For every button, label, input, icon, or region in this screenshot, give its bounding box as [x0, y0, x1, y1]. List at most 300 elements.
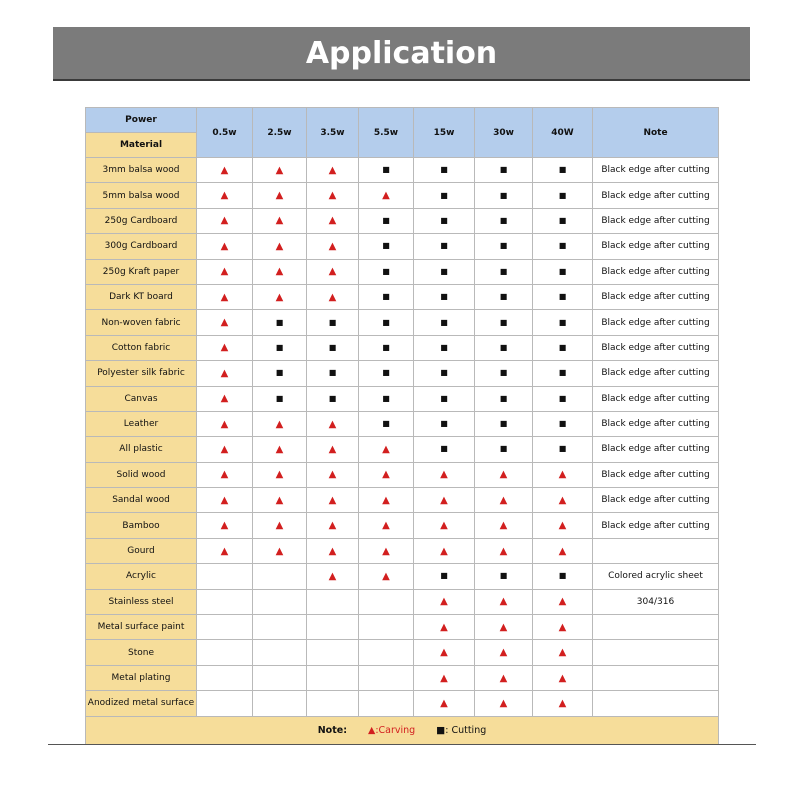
mark-cell: [307, 488, 359, 513]
cutting-square-icon: ■: [499, 393, 508, 403]
cutting-square-icon: ■: [275, 342, 284, 352]
mark-cell: [253, 183, 307, 208]
mark-cell: [253, 361, 307, 386]
mark-cell: [414, 208, 475, 233]
cutting-square-icon: ■: [558, 342, 567, 352]
carving-triangle-icon: ▲: [558, 647, 567, 659]
mark-cell: [414, 183, 475, 208]
mark-cell: [359, 361, 414, 386]
carving-triangle-icon: ▲: [220, 367, 229, 379]
mark-cell: [414, 310, 475, 335]
carving-triangle-icon: ▲: [558, 494, 567, 506]
cutting-square-icon: ■: [499, 165, 508, 175]
mark-cell: [253, 488, 307, 513]
mark-cell: [475, 208, 533, 233]
mark-cell: [197, 564, 253, 589]
mark-cell: [533, 208, 593, 233]
mark-cell: [307, 335, 359, 360]
cutting-square-icon: ■: [499, 571, 508, 581]
mark-cell: [307, 284, 359, 309]
note-cell: Black edge after cutting: [593, 386, 719, 411]
mark-cell: [414, 234, 475, 259]
table-row: [86, 513, 719, 538]
cutting-square-icon: ■: [558, 317, 567, 327]
header-material: Material: [86, 133, 197, 158]
mark-cell: [359, 310, 414, 335]
cutting-square-icon: ■: [558, 266, 567, 276]
carving-triangle-icon: ▲: [328, 240, 337, 252]
note-cell: Black edge after cutting: [593, 158, 719, 183]
material-cell: Cotton fabric: [86, 335, 197, 360]
carving-triangle-icon: ▲: [328, 570, 337, 582]
carving-triangle-icon: ▲: [220, 266, 229, 278]
carving-triangle-icon: ▲: [558, 545, 567, 557]
mark-cell: [197, 640, 253, 665]
material-cell: 3mm balsa wood: [86, 158, 197, 183]
carving-triangle-icon: ▲: [220, 215, 229, 227]
carving-triangle-icon: ▲: [328, 164, 337, 176]
table-row: [86, 411, 719, 436]
cutting-square-icon: ■: [275, 368, 284, 378]
mark-cell: [414, 691, 475, 716]
mark-cell: [197, 234, 253, 259]
material-cell: Metal surface paint: [86, 615, 197, 640]
carving-triangle-icon: ▲: [440, 494, 448, 506]
carving-triangle-icon: ▲: [275, 240, 284, 252]
material-cell: Metal plating: [86, 665, 197, 690]
cutting-square-icon: ■: [440, 368, 448, 378]
carving-triangle-icon: ▲: [328, 190, 337, 202]
mark-cell: [475, 183, 533, 208]
mark-cell: [414, 665, 475, 690]
carving-triangle-icon: ▲: [275, 190, 284, 202]
carving-triangle-icon: ▲: [275, 520, 284, 532]
mark-cell: [475, 411, 533, 436]
header-power-2: 3.5w: [307, 108, 359, 158]
carving-triangle-icon: ▲: [328, 215, 337, 227]
note-cell: Black edge after cutting: [593, 488, 719, 513]
cutting-square-icon: ■: [499, 444, 508, 454]
note-cell: Black edge after cutting: [593, 208, 719, 233]
material-cell: Canvas: [86, 386, 197, 411]
mark-cell: [359, 208, 414, 233]
mark-cell: [253, 665, 307, 690]
note-cell: Colored acrylic sheet: [593, 564, 719, 589]
cutting-square-icon: ■: [558, 241, 567, 251]
cutting-square-icon: ■: [382, 266, 390, 276]
carving-triangle-icon: ▲: [440, 647, 448, 659]
carving-triangle-icon: ▲: [328, 494, 337, 506]
carving-triangle-icon: ▲: [220, 164, 229, 176]
legend-row: [86, 716, 719, 744]
mark-cell: [307, 564, 359, 589]
material-cell: 250g Kraft paper: [86, 259, 197, 284]
header-power-4: 15w: [414, 108, 475, 158]
mark-cell: [307, 615, 359, 640]
mark-cell: [197, 589, 253, 614]
material-cell: Dark KT board: [86, 284, 197, 309]
mark-cell: [475, 564, 533, 589]
carving-triangle-icon: ▲: [328, 545, 337, 557]
cutting-square-icon: ■: [440, 393, 448, 403]
mark-cell: [197, 538, 253, 563]
mark-cell: [359, 284, 414, 309]
carving-triangle-icon: ▲: [440, 621, 448, 633]
carving-triangle-icon: ▲: [275, 545, 284, 557]
cutting-square-icon: ■: [440, 444, 448, 454]
mark-cell: [359, 665, 414, 690]
mark-cell: [253, 335, 307, 360]
cutting-square-icon: ■: [440, 215, 448, 225]
mark-cell: [475, 335, 533, 360]
cutting-square-icon: ■: [382, 342, 390, 352]
mark-cell: [197, 361, 253, 386]
mark-cell: [307, 589, 359, 614]
table-row: [86, 462, 719, 487]
mark-cell: [475, 437, 533, 462]
carving-triangle-icon: ▲: [499, 697, 508, 709]
mark-cell: [533, 538, 593, 563]
mark-cell: [359, 335, 414, 360]
table-row: [86, 437, 719, 462]
cutting-square-icon: ■: [499, 266, 508, 276]
cutting-square-icon: ■: [382, 368, 390, 378]
cutting-square-icon: ■: [558, 393, 567, 403]
carving-triangle-icon: ▲: [440, 697, 448, 709]
table-row: [86, 208, 719, 233]
mark-cell: [533, 310, 593, 335]
mark-cell: [475, 158, 533, 183]
carving-triangle-icon: ▲: [220, 240, 229, 252]
cutting-square-icon: ■: [440, 292, 448, 302]
cutting-square-icon: ■: [328, 393, 337, 403]
cutting-square-icon: ■: [440, 165, 448, 175]
mark-cell: [253, 386, 307, 411]
title-banner: [53, 27, 750, 79]
legend-carving: ▲:Carving: [368, 724, 416, 736]
mark-cell: [307, 158, 359, 183]
cutting-square-icon: ■: [558, 190, 567, 200]
mark-cell: [359, 564, 414, 589]
cutting-square-icon: ■: [275, 393, 284, 403]
material-cell: Acrylic: [86, 564, 197, 589]
cutting-square-icon: ■: [558, 419, 567, 429]
mark-cell: [475, 259, 533, 284]
header-power-1: 2.5w: [253, 108, 307, 158]
mark-cell: [253, 158, 307, 183]
mark-cell: [475, 284, 533, 309]
carving-triangle-icon: ▲: [220, 190, 229, 202]
note-cell: Black edge after cutting: [593, 361, 719, 386]
carving-triangle-icon: ▲: [499, 520, 508, 532]
mark-cell: [414, 158, 475, 183]
cutting-square-icon: ■: [382, 165, 390, 175]
table-row: [86, 615, 719, 640]
mark-cell: [307, 208, 359, 233]
note-cell: 304/316: [593, 589, 719, 614]
carving-triangle-icon: ▲: [558, 672, 567, 684]
mark-cell: [533, 665, 593, 690]
mark-cell: [253, 234, 307, 259]
mark-cell: [359, 437, 414, 462]
note-cell: Black edge after cutting: [593, 284, 719, 309]
cutting-square-icon: ■: [440, 342, 448, 352]
mark-cell: [307, 538, 359, 563]
mark-cell: [359, 513, 414, 538]
carving-triangle-icon: ▲: [382, 545, 390, 557]
cutting-square-icon: ■: [440, 190, 448, 200]
bottom-divider: [48, 744, 756, 745]
cutting-square-icon: ■: [382, 393, 390, 403]
cutting-square-icon: ■: [499, 292, 508, 302]
mark-cell: [414, 513, 475, 538]
mark-cell: [307, 640, 359, 665]
carving-triangle-icon: ▲: [275, 469, 284, 481]
note-cell: Black edge after cutting: [593, 259, 719, 284]
mark-cell: [533, 640, 593, 665]
carving-triangle-icon: ▲: [382, 443, 390, 455]
cutting-square-icon: ■: [328, 368, 337, 378]
carving-triangle-icon: ▲: [328, 520, 337, 532]
mark-cell: [414, 259, 475, 284]
table-row: [86, 488, 719, 513]
table-row: [86, 589, 719, 614]
cutting-square-icon: ■: [499, 419, 508, 429]
mark-cell: [475, 386, 533, 411]
cutting-square-icon: ■: [440, 419, 448, 429]
carving-triangle-icon: ▲: [220, 443, 229, 455]
carving-triangle-icon: ▲: [440, 545, 448, 557]
note-cell: Black edge after cutting: [593, 462, 719, 487]
carving-triangle-icon: ▲: [328, 291, 337, 303]
table-row: [86, 335, 719, 360]
mark-cell: [475, 488, 533, 513]
mark-cell: [307, 513, 359, 538]
mark-cell: [307, 462, 359, 487]
cutting-square-icon: ■: [499, 190, 508, 200]
carving-triangle-icon: ▲: [220, 291, 229, 303]
mark-cell: [253, 615, 307, 640]
mark-cell: [197, 437, 253, 462]
carving-triangle-icon: ▲: [499, 596, 508, 608]
note-cell: Black edge after cutting: [593, 310, 719, 335]
material-cell: Leather: [86, 411, 197, 436]
mark-cell: [197, 183, 253, 208]
cutting-square-icon: ■: [275, 317, 284, 327]
material-cell: Gourd: [86, 538, 197, 563]
mark-cell: [253, 513, 307, 538]
table-row: [86, 234, 719, 259]
header-power-3: 5.5w: [359, 108, 414, 158]
mark-cell: [253, 437, 307, 462]
mark-cell: [253, 208, 307, 233]
legend-cutting: ■: Cutting: [436, 724, 487, 736]
material-cell: Stainless steel: [86, 589, 197, 614]
mark-cell: [359, 589, 414, 614]
mark-cell: [533, 615, 593, 640]
mark-cell: [197, 158, 253, 183]
mark-cell: [307, 437, 359, 462]
carving-triangle-icon: ▲: [499, 647, 508, 659]
mark-cell: [414, 462, 475, 487]
carving-triangle-icon: ▲: [328, 266, 337, 278]
mark-cell: [307, 665, 359, 690]
carving-triangle-icon: ▲: [220, 418, 229, 430]
mark-cell: [533, 462, 593, 487]
carving-triangle-icon: ▲: [558, 520, 567, 532]
mark-cell: [475, 640, 533, 665]
mark-cell: [414, 361, 475, 386]
mark-cell: [359, 386, 414, 411]
carving-triangle-icon: ▲: [499, 469, 508, 481]
mark-cell: [533, 259, 593, 284]
carving-triangle-icon: ▲: [275, 494, 284, 506]
carving-triangle-icon: ▲: [275, 418, 284, 430]
mark-cell: [533, 234, 593, 259]
carving-triangle-icon: ▲: [558, 469, 567, 481]
cutting-square-icon: ■: [558, 368, 567, 378]
table-row: [86, 538, 719, 563]
mark-cell: [533, 386, 593, 411]
mark-cell: [359, 411, 414, 436]
mark-cell: [359, 183, 414, 208]
application-table: [85, 107, 719, 745]
mark-cell: [414, 488, 475, 513]
mark-cell: [253, 462, 307, 487]
cutting-square-icon: ■: [499, 368, 508, 378]
mark-cell: [359, 488, 414, 513]
carving-triangle-icon: ▲: [382, 570, 390, 582]
table-row: [86, 158, 719, 183]
table-row: [86, 691, 719, 716]
material-cell: Bamboo: [86, 513, 197, 538]
cutting-square-icon: ■: [382, 215, 390, 225]
mark-cell: [533, 488, 593, 513]
mark-cell: [414, 538, 475, 563]
table-row: [86, 564, 719, 589]
legend-note-label: Note:: [317, 724, 347, 736]
mark-cell: [414, 284, 475, 309]
mark-cell: [359, 158, 414, 183]
carving-triangle-icon: ▲: [499, 621, 508, 633]
note-cell: [593, 691, 719, 716]
mark-cell: [197, 411, 253, 436]
header-power: Power: [86, 108, 197, 133]
mark-cell: [307, 183, 359, 208]
mark-cell: [475, 361, 533, 386]
mark-cell: [197, 513, 253, 538]
mark-cell: [197, 335, 253, 360]
mark-cell: [307, 411, 359, 436]
mark-cell: [197, 259, 253, 284]
carving-triangle-icon: ▲: [275, 443, 284, 455]
material-cell: Sandal wood: [86, 488, 197, 513]
table-row: [86, 183, 719, 208]
mark-cell: [359, 640, 414, 665]
cutting-square-icon: ■: [440, 241, 448, 251]
mark-cell: [253, 538, 307, 563]
material-cell: Solid wood: [86, 462, 197, 487]
carving-triangle-icon: ▲: [440, 672, 448, 684]
mark-cell: [359, 691, 414, 716]
material-cell: 5mm balsa wood: [86, 183, 197, 208]
mark-cell: [197, 488, 253, 513]
carving-triangle-icon: ▲: [220, 342, 229, 354]
carving-triangle-icon: ▲: [275, 291, 284, 303]
mark-cell: [533, 284, 593, 309]
carving-triangle-icon: ▲: [558, 697, 567, 709]
cutting-square-icon: ■: [440, 266, 448, 276]
carving-triangle-icon: ▲: [382, 190, 390, 202]
mark-cell: [197, 284, 253, 309]
mark-cell: [414, 386, 475, 411]
material-cell: Anodized metal surface: [86, 691, 197, 716]
cutting-square-icon: ■: [558, 215, 567, 225]
mark-cell: [307, 234, 359, 259]
mark-cell: [197, 615, 253, 640]
cutting-square-icon: ■: [499, 241, 508, 251]
carving-triangle-icon: ▲: [220, 494, 229, 506]
carving-triangle-icon: ▲: [328, 469, 337, 481]
table-row: [86, 665, 719, 690]
mark-cell: [414, 640, 475, 665]
mark-cell: [359, 462, 414, 487]
note-cell: Black edge after cutting: [593, 411, 719, 436]
legend-cell: [86, 716, 719, 744]
cutting-square-icon: ■: [382, 317, 390, 327]
carving-triangle-icon: ▲: [382, 469, 390, 481]
cutting-square-icon: ■: [558, 571, 567, 581]
carving-triangle-icon: ▲: [382, 494, 390, 506]
cutting-square-icon: ■: [558, 292, 567, 302]
mark-cell: [359, 615, 414, 640]
table-row: [86, 284, 719, 309]
mark-cell: [414, 615, 475, 640]
carving-triangle-icon: ▲: [275, 164, 284, 176]
mark-cell: [533, 437, 593, 462]
mark-cell: [475, 665, 533, 690]
mark-cell: [414, 437, 475, 462]
mark-cell: [533, 411, 593, 436]
cutting-square-icon: ■: [499, 342, 508, 352]
mark-cell: [197, 665, 253, 690]
header-power-5: 30w: [475, 108, 533, 158]
mark-cell: [197, 208, 253, 233]
mark-cell: [197, 386, 253, 411]
mark-cell: [197, 462, 253, 487]
mark-cell: [533, 513, 593, 538]
carving-triangle-icon: ▲: [558, 621, 567, 633]
mark-cell: [475, 234, 533, 259]
mark-cell: [253, 310, 307, 335]
cutting-square-icon: ■: [440, 571, 448, 581]
mark-cell: [475, 615, 533, 640]
mark-cell: [253, 284, 307, 309]
cutting-square-icon: ■: [499, 215, 508, 225]
carving-triangle-icon: ▲: [220, 317, 229, 329]
carving-triangle-icon: ▲: [220, 393, 229, 405]
mark-cell: [307, 310, 359, 335]
cutting-square-icon: ■: [382, 292, 390, 302]
header-note: Note: [593, 108, 719, 158]
cutting-square-icon: ■: [328, 342, 337, 352]
note-cell: Black edge after cutting: [593, 183, 719, 208]
mark-cell: [253, 259, 307, 284]
material-cell: 300g Cardboard: [86, 234, 197, 259]
carving-triangle-icon: ▲: [275, 266, 284, 278]
cutting-square-icon: ■: [328, 317, 337, 327]
note-cell: Black edge after cutting: [593, 437, 719, 462]
